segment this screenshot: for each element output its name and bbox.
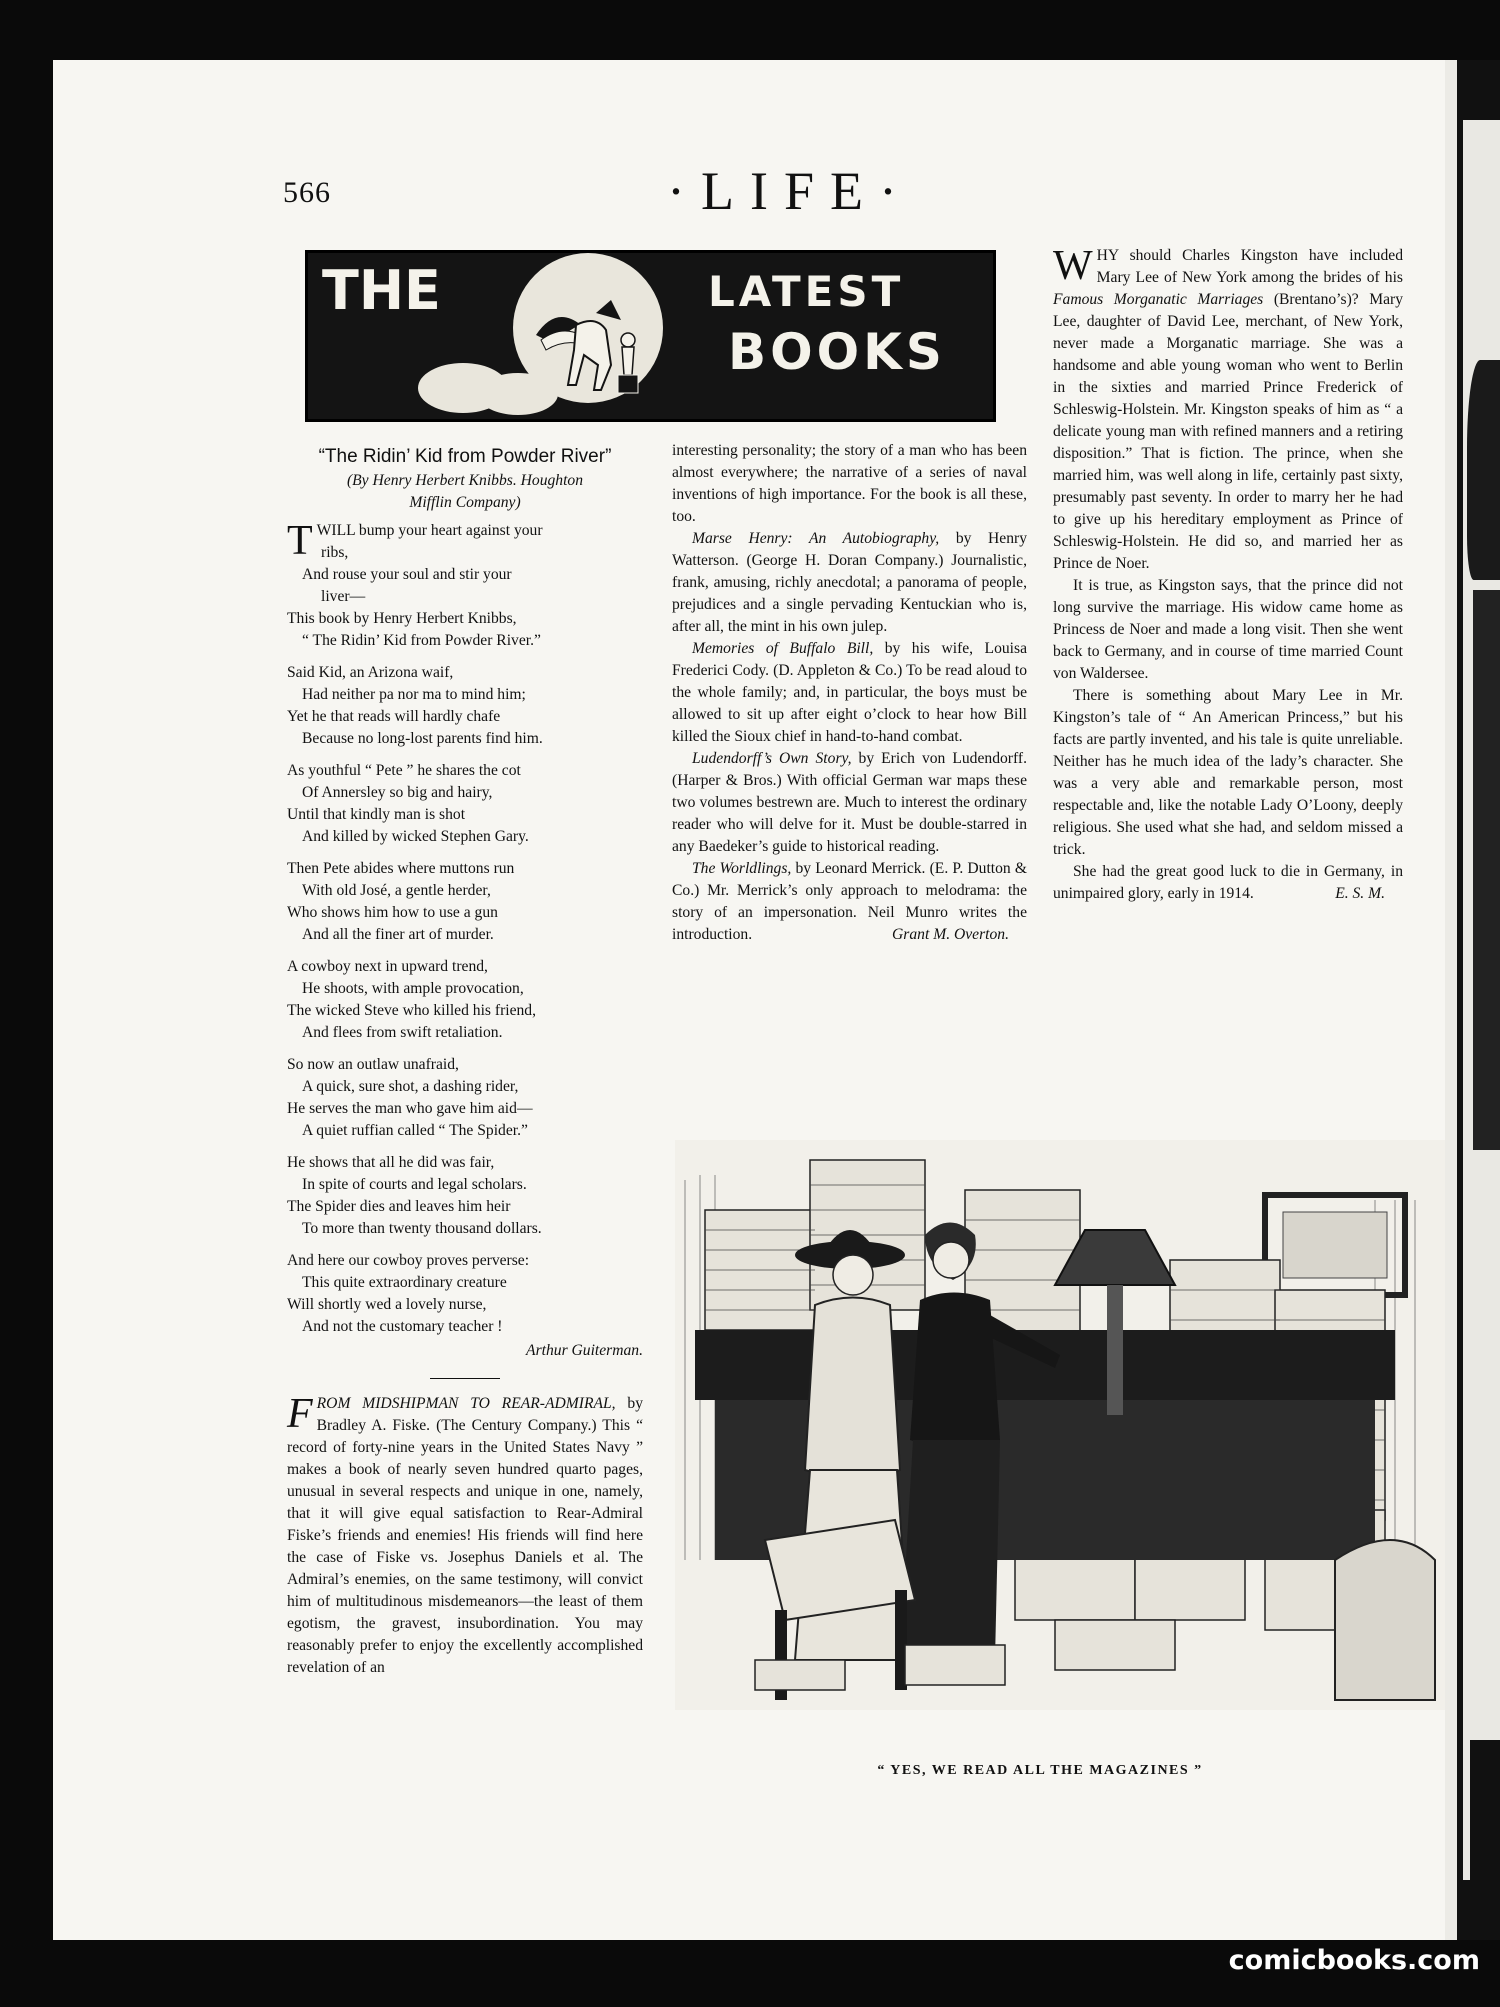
fiske-review xyxy=(287,1393,643,1679)
review-paragraph xyxy=(672,528,1027,638)
poem-title: “The Ridin’ Kid from Powder River” xyxy=(318,446,612,467)
poem-line: The wicked Steve who killed his friend, xyxy=(287,1002,537,1019)
review-paragraph: There is something about Mary Lee in Mr. Kingston’s tale of “ An American Princess,” but his facts are partly invented, and his tale is quite unreliable. Neither has he much idea of the lady’s character. She was a very able and remarkable person, most respectable and, like the notable Lady O’Loony, deeply religious. She used what she had, and seldom missed a trick. xyxy=(1053,687,1403,858)
adjacent-illustration-fragment xyxy=(1470,1740,1500,1880)
page-gutter xyxy=(1445,60,1457,1940)
poem-line: And not the customary teacher ! xyxy=(302,1318,503,1335)
poem-stanza xyxy=(287,1054,643,1142)
banner-word-latest: LATEST xyxy=(708,267,905,316)
review-text: by Erich von Ludendorff. (Harper & Bros.) With official German war maps these two volumes bestrewn are. Much to interest the ordinary reader who will delve for it. Must be double-starred in any Baedeker’s guide to historical reading. xyxy=(672,750,1027,855)
review-text: by his wife, Louisa Frederici Cody. (D. Appleton & Co.) To be read aloud to the whole family; and, in particular, the boys must be allowed to sit up after eight o’clock to hear how Bill killed the Sioux chief in hand-to-hand combat. xyxy=(672,640,1027,745)
drop-cap: T xyxy=(287,518,313,564)
review-paragraph xyxy=(672,858,1027,946)
poem-line: And here our cowboy proves perverse: xyxy=(287,1252,530,1269)
pegasus-illustration xyxy=(526,295,646,395)
reviewer-signature: Grant M. Overton. xyxy=(892,926,1009,943)
masthead-title: ·LIFE· xyxy=(667,161,913,221)
review-paragraph xyxy=(672,748,1027,858)
poem-line: Then Pete abides where muttons run xyxy=(287,860,515,877)
poem-line: And killed by wicked Stephen Gary. xyxy=(302,828,529,845)
poem-line: liver— xyxy=(321,588,366,605)
review-text: (Brentano’s)? Mary Lee, daughter of David Lee, merchant, of New York, never made a Morganatic marriage. She was a handsome and able young woman who went to Berlin in the sixties and married Prince Frederick of Schleswig-Holstein. Mr. Kingston speaks of him as “ a delicate young man with refined manners and a retiring disposition.” That is fiction. The prince, when she married him, was well along in life, certainly past sixty, presumably past seventy. In order to marry her he had to give up his hereditary employment as Prince of Schleswig-Holstein. He did so, and married her as Prince de Noer. xyxy=(1053,291,1404,572)
section-banner xyxy=(305,250,996,422)
illustration-caption: “ YES, WE READ ALL THE MAGAZINES ” xyxy=(877,1763,1203,1778)
poem-line: Because no long-lost parents find him. xyxy=(302,730,543,747)
poem-line: Who shows him how to use a gun xyxy=(287,904,498,921)
review-text: HY should Charles Kingston have included Mary Lee of New York among the brides of his xyxy=(1096,247,1403,286)
poem-line: The Spider dies and leaves him heir xyxy=(287,1198,511,1215)
poem-line: He shoots, with ample provocation, xyxy=(302,980,524,997)
book-title: The Worldlings, xyxy=(692,860,792,877)
drop-cap: W xyxy=(1053,243,1093,289)
poem-line: And rouse your soul and stir your xyxy=(302,566,512,583)
book-title: Marse Henry: An Autobiography, xyxy=(692,530,940,547)
column-left xyxy=(287,446,643,1679)
book-title: ROM MIDSHIPMAN TO REAR-ADMIRAL, xyxy=(316,1395,616,1412)
poem-credit-line: (By Henry Herbert Knibbs. Houghton xyxy=(346,472,584,489)
poem-line: WILL bump your heart against your xyxy=(316,522,543,539)
poem-line: Said Kid, an Arizona waif, xyxy=(287,664,454,681)
review-text: by Henry Watterson. (George H. Doran Company.) Journalistic, frank, amusing, richly anecdotal; a panorama of people, prejudices and a single pervading Kentuckian who is, after all, the mint in his own julep. xyxy=(672,530,1028,635)
drop-cap: F xyxy=(287,1391,313,1437)
poem-line: To more than twenty thousand dollars. xyxy=(302,1220,542,1237)
poem-stanza xyxy=(287,1250,643,1338)
poem-line: “ The Ridin’ Kid from Powder River.” xyxy=(302,632,541,649)
review-paragraph xyxy=(672,638,1027,748)
review-paragraph: It is true, as Kingston says, that the prince did not long survive the marriage. His widow came home as Princess de Noer and made a long visit. Then she went back to Germany, and in course of time married Count von Waldersee. xyxy=(1053,577,1403,682)
section-divider xyxy=(430,1378,500,1379)
poem-line: As youthful “ Pete ” he shares the cot xyxy=(287,762,521,779)
reviewer-signature: E. S. M. xyxy=(1335,885,1385,902)
poem-line: Until that kindly man is shot xyxy=(287,806,466,823)
poem-line: He shows that all he did was fair, xyxy=(287,1154,495,1171)
adjacent-page-edge xyxy=(1445,60,1500,1940)
review-text: by Leonard Merrick. (E. P. Dutton & Co.) Mr. Merrick’s only approach to melodrama: the story of an impersonation. Neil Munro writes the introduction. xyxy=(672,860,1027,943)
column-right xyxy=(1053,245,1403,905)
banner-word-books: BOOKS xyxy=(728,323,946,381)
book-title: Ludendorff’s Own Story, xyxy=(692,750,852,767)
poem-line: A quick, sure shot, a dashing rider, xyxy=(302,1078,519,1095)
poem-line: Had neither pa nor ma to mind him; xyxy=(302,686,526,703)
poem-line: A cowboy next in upward trend, xyxy=(287,958,488,975)
book-title: Famous Morganatic Marriages xyxy=(1053,291,1264,308)
poem-line: With old José, a gentle herder, xyxy=(302,882,491,899)
poem-stanza xyxy=(287,760,643,848)
poem-stanza xyxy=(287,956,643,1044)
poem-line: In spite of courts and legal scholars. xyxy=(302,1176,527,1193)
magazines-illustration xyxy=(675,1140,1445,1710)
review-paragraph: interesting personality; the story of a man who has been almost everywhere; the narrative of a series of naval inventions of high importance. For the book is all these, too. xyxy=(672,442,1027,525)
adjacent-illustration-fragment xyxy=(1467,360,1500,580)
poem-stanza xyxy=(287,662,643,750)
review-paragraph: She had the great good luck to die in Germany, in unimpaired glory, early in 1914. xyxy=(1053,863,1403,902)
column-middle xyxy=(672,440,1027,946)
banner-word-the: THE xyxy=(322,259,441,322)
poem-line: He serves the man who gave him aid— xyxy=(287,1100,533,1117)
poem-credit-line: Mifflin Company) xyxy=(409,494,521,511)
poem-line: ribs, xyxy=(321,544,349,561)
poem-line: Of Annersley so big and hairy, xyxy=(302,784,493,801)
poem-line: And flees from swift retaliation. xyxy=(302,1024,503,1041)
poem-signature: Arthur Guiterman. xyxy=(526,1342,643,1359)
poem-stanza xyxy=(287,858,643,946)
poem-line: This quite extraordinary creature xyxy=(302,1274,507,1291)
review-text: by Bradley A. Fiske. (The Century Company.) This “ record of forty-nine years in the United States Navy ” makes a book of nearly seven hundred quarto pages, unusual in several respects and unique in one, namely, that it will give equal satisfaction to Rear-Admiral Fiske’s friends and enemies! His friends will find here the case of Fiske vs. Josephus Daniels et al. The Admiral’s enemies, on the same testimony, will convict him of multitudinous misdemeanors—the least of them egotism, the gravest, insubordination. You may reasonably prefer to enjoy the excellently accomplished revelation of an xyxy=(287,1395,643,1676)
poem-line: This book by Henry Herbert Knibbs, xyxy=(287,610,517,627)
poem-stanza xyxy=(287,1152,643,1240)
poem-line: Yet he that reads will hardly chafe xyxy=(287,708,501,725)
poem-stanza xyxy=(287,520,643,652)
review-paragraph xyxy=(1053,245,1403,575)
poem-credit xyxy=(287,470,643,514)
poem-line: And all the finer art of murder. xyxy=(302,926,494,943)
adjacent-illustration-fragment xyxy=(1473,590,1500,1150)
page-number: 566 xyxy=(283,176,331,209)
poem-line: Will shortly wed a lovely nurse, xyxy=(287,1296,487,1313)
book-title: Memories of Buffalo Bill, xyxy=(692,640,874,657)
poem-line: So now an outlaw unafraid, xyxy=(287,1056,459,1073)
site-watermark: comicbooks.com xyxy=(1228,1945,1480,1976)
poem-line: A quiet ruffian called “ The Spider.” xyxy=(302,1122,528,1139)
